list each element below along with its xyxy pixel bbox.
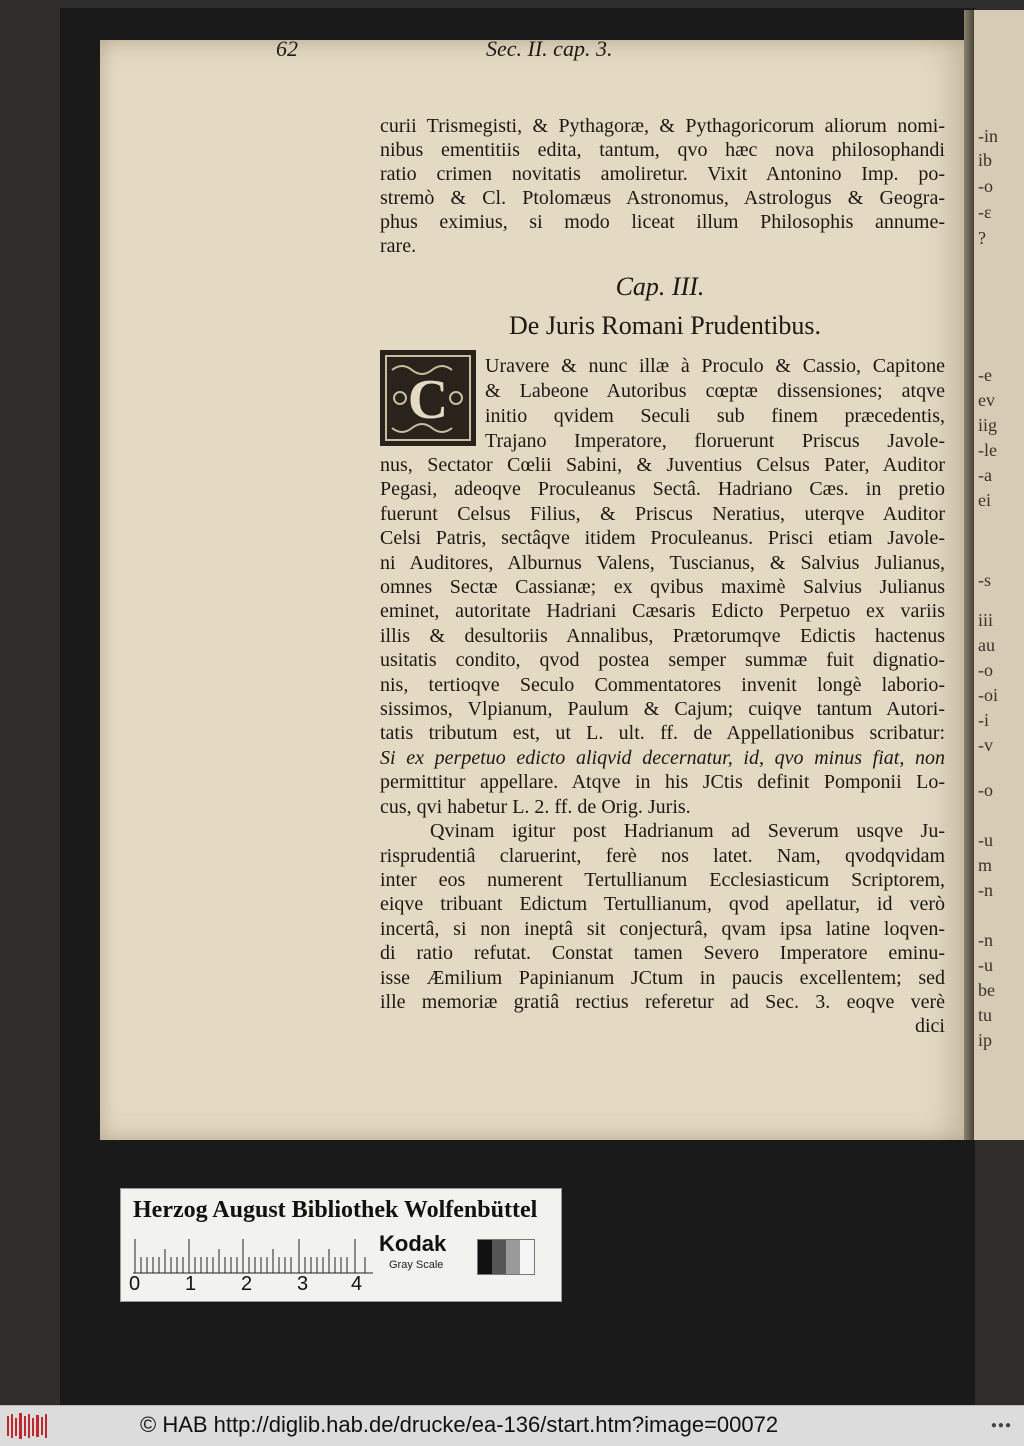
margin-fragment: m xyxy=(978,855,993,875)
margin-fragment: -o xyxy=(978,780,993,800)
text-line: Uravere & nunc illæ à Proculo & Cassio, Capitone xyxy=(485,355,945,377)
margin-fragment: ev xyxy=(978,390,995,410)
margin-fragment: -le xyxy=(978,440,997,460)
footer-copyright: © HAB http://diglib.hab.de/drucke/ea-136/start.htm?image=00072 xyxy=(140,1412,779,1437)
scale-label: 1 xyxy=(185,1273,197,1295)
margin-fragment: -a xyxy=(978,465,992,485)
kodak-brand: Kodak xyxy=(379,1231,447,1256)
text-line: Si ex perpetuo edicto aliqvid decernatur, id, qvo minus fiat, non xyxy=(380,747,945,769)
text-line: illis & desultoriis Annalibus, Prætorumqve Edictis hactenus xyxy=(380,625,945,647)
text-line: rare. xyxy=(380,235,417,257)
margin-fragment: -o xyxy=(978,176,993,196)
margin-fragment: -n xyxy=(978,930,993,950)
text-line: ille memoriæ gratiâ rectius referetur ad Sec. 3. eoqve verè xyxy=(380,991,945,1013)
gray-patch xyxy=(506,1240,520,1274)
text-line: inter eos numerent Tertullianum Ecclesiasticum Scriptorem, xyxy=(380,869,945,891)
scale-label: 3 xyxy=(297,1273,309,1295)
margin-fragment: tu xyxy=(978,1005,993,1025)
text-line: Pegasi, adeoqve Proculeanus Sectâ. Hadriano Cæs. in pretio xyxy=(380,478,945,500)
scale-label: 2 xyxy=(241,1273,253,1295)
margin-fragment: be xyxy=(978,980,995,1000)
margin-fragment: -n xyxy=(978,880,993,900)
footer-bar xyxy=(0,1405,1024,1446)
text-line: eiqve tribuant Edictum Tertullianum, qvod apellatur, id verò xyxy=(380,893,945,915)
facing-page-edge xyxy=(972,10,1024,1140)
book-gutter xyxy=(964,10,974,1140)
text-line: isse Æmilium Papinianum JCtum in paucis excellentem; sed xyxy=(380,967,945,989)
hab-logo-icon xyxy=(6,1412,48,1440)
margin-fragment: -s xyxy=(978,570,991,590)
margin-fragment: -u xyxy=(978,955,993,975)
text-line: ni Auditores, Alburnus Valens, Tuscianus, & Salvius Julianus, xyxy=(380,552,945,574)
text-line: sissimos, Vlpianum, Paulum & Cajum; cuiqve tantum Autori- xyxy=(380,698,945,720)
text-line: curii Trismegisti, & Pythagoræ, & Pythagoricorum aliorum nomi- xyxy=(380,115,945,137)
gray-patches xyxy=(477,1239,535,1275)
text-line: di ratio refutat. Constat tamen Severo Imperatore eminu- xyxy=(380,942,945,964)
color-calibration-card xyxy=(120,1188,562,1302)
ruler-scale xyxy=(133,1239,373,1275)
margin-fragment: iig xyxy=(978,415,998,435)
scale-label: 4 xyxy=(351,1273,363,1295)
initial-letter: C xyxy=(407,369,449,431)
text-line: nis, tertioqve Seculo Commentatores invenit longè laborio- xyxy=(380,674,945,696)
chapter-title: De Juris Romani Prudentibus. xyxy=(509,311,821,340)
gray-patch xyxy=(492,1240,506,1274)
margin-fragment: ib xyxy=(978,150,993,170)
gray-scale-label: Gray Scale xyxy=(389,1259,444,1271)
margin-fragment: -o xyxy=(978,660,993,680)
text-line: nus, Sectator Cœlii Sabini, & Juventius Celsus Pater, Auditor xyxy=(380,454,945,476)
scale-label: 0 xyxy=(129,1273,141,1295)
running-head: Sec. II. cap. 3. xyxy=(486,36,613,61)
text-line: usitatis condito, qvod postea semper summæ fuit dignatio- xyxy=(380,649,945,671)
gray-patch xyxy=(520,1240,534,1274)
margin-fragment: -v xyxy=(978,735,993,755)
text-line: eminet, autoritate Hadriani Cæsaris Edicto Perpetuo ex variis xyxy=(380,600,945,622)
text-line: phus eximius, si modo liceat illum Philosophis annume- xyxy=(380,211,945,233)
text-line: cus, qvi habetur L. 2. ff. de Orig. Juris. xyxy=(380,796,691,818)
footer-more-icon: ●●● xyxy=(990,1420,1012,1431)
text-line: stremò & Cl. Ptolomæus Astronomus, Astrologus & Geogra- xyxy=(380,187,945,209)
text-line: & Labeone Autoribus cœptæ dissensiones; atqve xyxy=(485,380,945,402)
text-line: omnes Sectæ Cassianæ; ex qvibus maximè Salvius Julianus xyxy=(380,576,945,598)
margin-fragment: -u xyxy=(978,830,993,850)
text-line: risprudentiâ claruerint, ferè nos latet. Nam, qvodqvidam xyxy=(380,845,945,867)
catchword: dici xyxy=(915,1015,945,1037)
page-header xyxy=(276,36,736,66)
gray-patch xyxy=(478,1240,492,1274)
margin-fragment: ? xyxy=(978,228,986,248)
text-line: initio qvidem Seculi sub finem præcedentis, xyxy=(485,405,945,427)
margin-fragment: iii xyxy=(978,610,994,630)
margin-fragment: -in xyxy=(978,126,998,146)
decorated-initial xyxy=(378,348,478,448)
text-line: Trajano Imperatore, floruerunt Priscus Javole- xyxy=(485,430,945,452)
page-number: 62 xyxy=(276,36,298,61)
margin-fragment: -ε xyxy=(978,202,992,222)
margin-fragment: ei xyxy=(978,490,991,510)
text-line: Celsi Patris, sectâqve itidem Proculeanus. Prisci etiam Javole- xyxy=(380,527,945,549)
chapter-heading: Cap. III. xyxy=(615,272,705,301)
library-name: Herzog August Bibliothek Wolfenbüttel xyxy=(133,1197,538,1223)
text-line: permittitur appellare. Atqve in his JCtis definit Pomponii Lo- xyxy=(380,771,945,793)
text-line: fuerunt Celsus Filius, & Priscus Neratius, uterqve Auditor xyxy=(380,503,945,525)
text-line: tatis tributum est, ut L. ult. ff. de Appellationibus scribatur: xyxy=(380,722,945,744)
text-line: incertâ, si non ineptâ sit conjecturâ, qvam ipsa latine loqven- xyxy=(380,918,945,940)
text-line: nibus ementitiis edita, tantum, qvo hæc nova philosophandi xyxy=(380,139,945,161)
margin-fragment: au xyxy=(978,635,995,655)
margin-fragment: ip xyxy=(978,1030,993,1050)
text-line: ratio crimen novitatis amoliretur. Vixit Antonino Imp. po- xyxy=(380,163,945,185)
text-line: Qvinam igitur post Hadrianum ad Severum usqve Ju- xyxy=(430,820,945,842)
margin-fragment: -oi xyxy=(978,685,998,705)
margin-fragment: -i xyxy=(978,710,989,730)
margin-fragment: -e xyxy=(978,365,992,385)
